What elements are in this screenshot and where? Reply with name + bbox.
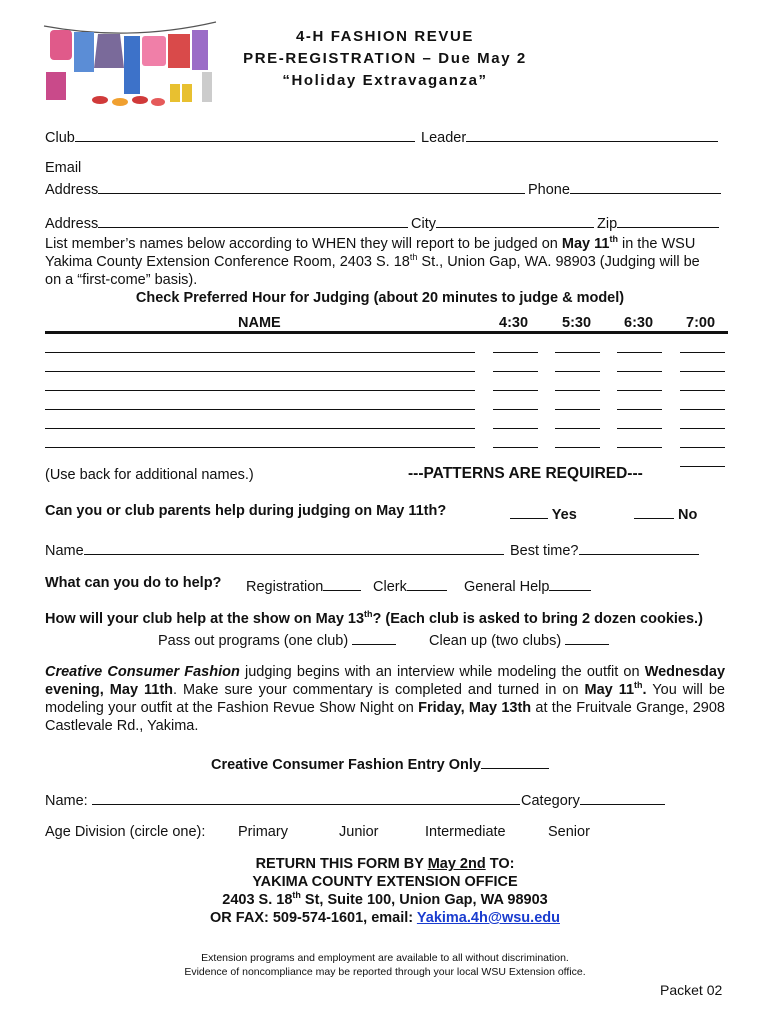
general-help-option[interactable]: General Help [464,575,591,595]
address-label: Address [45,216,99,232]
leader-label: Leader [421,130,467,146]
division-senior[interactable]: Senior [548,824,590,840]
return-line3: 2403 S. 18th St, Suite 100, Union Gap, WA 98903 [222,890,548,908]
time-check-line[interactable] [617,447,662,448]
division-primary[interactable]: Primary [238,824,288,840]
email-link[interactable]: Yakima.4h@wsu.edu [416,910,560,926]
use-back-note: (Use back for additional names.) [45,467,254,483]
footer-line2: Evidence of noncompliance may be reported through your local WSU Extension office. [184,966,586,978]
time-check-line[interactable] [680,371,725,372]
table-header-rule [45,331,728,334]
instructions-line3: on a “first-come” basis). [45,272,198,288]
email-label-2: Address [45,182,99,198]
age-division-label: Age Division (circle one): [45,824,206,840]
time-check-line[interactable] [493,352,538,353]
patterns-required: ---PATTERNS ARE REQUIRED--- [408,465,643,482]
return-line2: YAKIMA COUNTY EXTENSION OFFICE [252,874,518,890]
time-check-line[interactable] [555,352,600,353]
member-name-line[interactable] [45,371,475,372]
time-check-line[interactable] [680,409,725,410]
check-heading: Check Preferred Hour for Judging (about 20 minutes to judge & model) [135,290,625,306]
time-check-line[interactable] [680,466,725,467]
member-name-line[interactable] [45,390,475,391]
name-column-header: NAME [238,315,281,331]
registration-option[interactable]: Registration [246,575,361,595]
time-check-line[interactable] [617,390,662,391]
city-label: City [411,216,436,232]
time-check-line[interactable] [555,390,600,391]
leader-field[interactable] [421,126,718,146]
packet-number: Packet 02 [660,982,723,998]
time-check-line[interactable] [680,390,725,391]
division-intermediate[interactable]: Intermediate [425,824,506,840]
time-header-700: 7:00 [686,315,716,331]
ccf-name-field[interactable]: Name: [45,789,520,809]
email-field[interactable] [45,178,525,198]
division-junior[interactable]: Junior [339,824,379,840]
pass-out-option[interactable]: Pass out programs (one club) [158,629,396,649]
form-title: 4-H FASHION REVUE [295,28,475,45]
email-label-1: Email [45,160,82,176]
time-check-line[interactable] [617,428,662,429]
time-check-line[interactable] [555,371,600,372]
phone-field[interactable] [528,178,721,198]
time-check-line[interactable] [493,447,538,448]
clothesline-illustration [40,12,220,112]
time-check-line[interactable] [680,428,725,429]
time-header-530: 5:30 [562,315,592,331]
time-check-line[interactable] [493,390,538,391]
time-check-line[interactable] [493,428,538,429]
category-field[interactable]: Category [521,789,665,809]
time-header-430: 4:30 [499,315,529,331]
member-name-line[interactable] [45,447,475,448]
time-check-line[interactable] [680,352,725,353]
time-header-630: 6:30 [624,315,654,331]
help-question: Can you or club parents help during judging on May 11th? [45,503,447,519]
help-no[interactable]: No [634,503,697,523]
time-check-line[interactable] [617,409,662,410]
time-check-line[interactable] [555,428,600,429]
footer-line1: Extension programs and employment are available to all without discrimination. [201,952,569,964]
helper-name-label: Name [45,543,84,559]
return-line1: RETURN THIS FORM BY May 2nd TO: [255,856,515,872]
club-label: Club [45,130,75,146]
clean-up-option[interactable]: Clean up (two clubs) [429,629,609,649]
form-subtitle: PRE-REGISTRATION – Due May 2 [243,50,527,67]
member-name-line[interactable] [45,352,475,353]
helper-name-field[interactable] [45,539,504,559]
return-line4: OR FAX: 509-574-1601, email: Yakima.4h@wsu.edu [210,910,560,926]
instructions-line2: Yakima County Extension Conference Room, 2403 S. 18th St., Union Gap, WA. 98903 (Judging will be [45,252,700,270]
time-check-line[interactable] [555,447,600,448]
what-help-question: What can you do to help? [45,575,222,591]
zip-field[interactable] [597,212,719,232]
time-check-line[interactable] [493,409,538,410]
member-name-line[interactable] [45,409,475,410]
clerk-option[interactable]: Clerk [373,575,447,595]
time-check-line[interactable] [555,409,600,410]
ccf-entry-field[interactable]: Creative Consumer Fashion Entry Only [211,753,549,773]
member-name-line[interactable] [45,428,475,429]
best-time-field[interactable] [510,539,699,559]
time-check-line[interactable] [493,371,538,372]
instructions-line1: List member’s names below according to WHEN they will report to be judged on May 11th in the WSU [45,234,696,252]
ccf-paragraph: Creative Consumer Fashion judging begins with an interview while modeling the outfit on Wednesday evening, May 11th. Make sure your commentary is completed and turned in on May 11th. You will be modeling your outfit at the Fashion Revue Show Night on Friday, May 13th at the Fruitvale Grange, 2908 Castlevale Rd., Yakima. [45,664,726,734]
time-check-line[interactable] [617,371,662,372]
best-time-label: Best time? [510,543,579,559]
zip-label: Zip [597,216,618,232]
time-check-line[interactable] [680,447,725,448]
time-check-line[interactable] [617,352,662,353]
show-help-question: How will your club help at the show on May 13th? (Each club is asked to bring 2 dozen cookies.) [45,609,703,627]
phone-label: Phone [528,182,570,198]
address-field[interactable] [45,212,408,232]
club-field[interactable] [45,126,415,146]
city-field[interactable] [411,212,594,232]
form-theme: “Holiday Extravaganza” [282,72,488,89]
help-yes[interactable]: Yes [510,503,577,523]
